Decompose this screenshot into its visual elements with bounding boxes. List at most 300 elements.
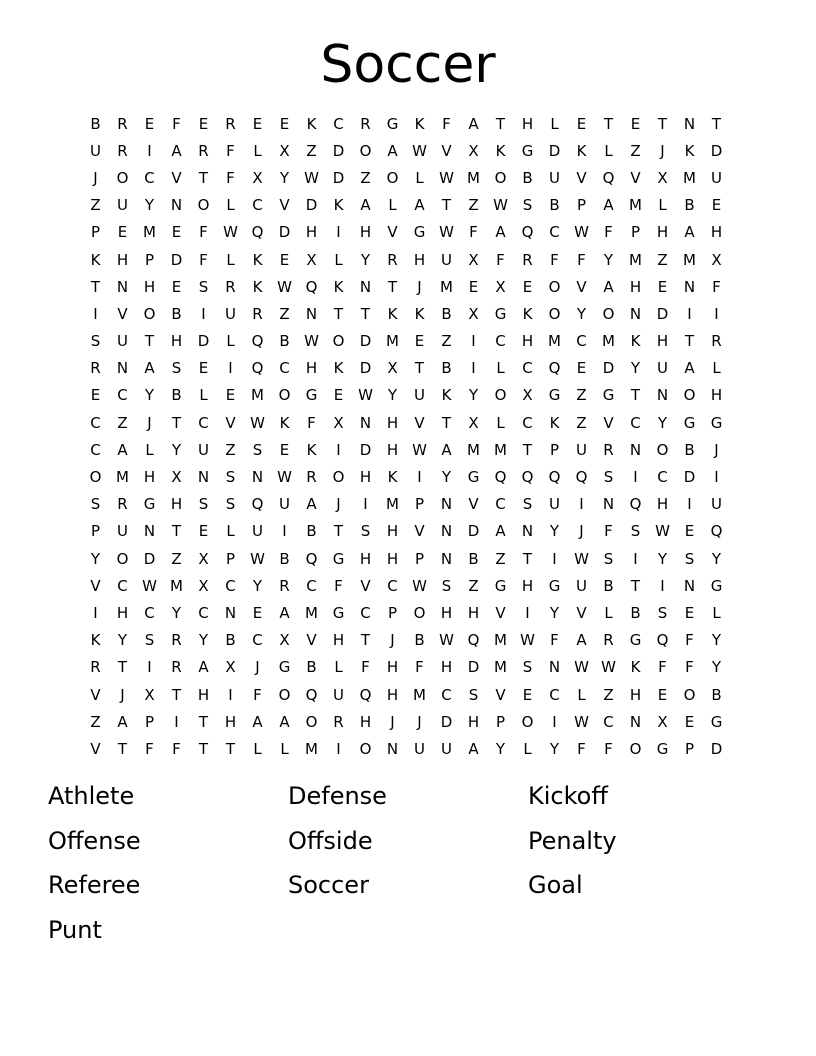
grid-letter: I <box>714 304 719 323</box>
grid-letter: L <box>496 359 505 378</box>
grid-letter: V <box>117 304 128 323</box>
grid-letter: G <box>710 576 723 595</box>
grid-letter: V <box>360 576 371 595</box>
grid-letter: G <box>305 386 318 405</box>
grid-letter: N <box>521 522 534 541</box>
grid-letter: N <box>251 468 264 487</box>
grid-letter: E <box>657 685 668 704</box>
grid-letter: Q <box>494 468 507 487</box>
grid-letter: H <box>359 549 372 568</box>
grid-letter: N <box>224 603 237 622</box>
grid-letter: O <box>548 304 561 323</box>
grid-letter: F <box>172 114 181 133</box>
grid-letter: N <box>359 413 372 432</box>
grid-letter: I <box>228 685 233 704</box>
grid-letter: W <box>412 576 427 595</box>
grid-letter: E <box>522 277 533 296</box>
grid-letter: Y <box>711 631 722 650</box>
grid-letter: T <box>522 440 533 459</box>
grid-letter: E <box>90 386 101 405</box>
grid-letter: V <box>225 413 236 432</box>
grid-letter: C <box>576 332 587 351</box>
grid-letter: F <box>415 658 424 677</box>
grid-letter: O <box>332 332 345 351</box>
grid-row <box>82 110 732 137</box>
grid-letter: V <box>90 685 101 704</box>
grid-row <box>82 572 732 599</box>
grid-letter: I <box>336 440 341 459</box>
grid-letter: I <box>417 468 422 487</box>
grid-letter: U <box>117 196 128 215</box>
grid-letter: O <box>629 739 642 758</box>
grid-letter: K <box>549 413 560 432</box>
grid-letter: E <box>252 114 263 133</box>
grid-row <box>82 273 732 300</box>
grid-letter: L <box>658 196 667 215</box>
grid-letter: Q <box>575 468 588 487</box>
grid-letter: C <box>117 576 128 595</box>
grid-letter: K <box>414 304 425 323</box>
grid-letter: S <box>144 631 155 650</box>
grid-letter: W <box>277 468 292 487</box>
grid-letter: X <box>387 359 398 378</box>
grid-letter: I <box>714 468 719 487</box>
grid-letter: U <box>198 440 209 459</box>
grid-letter: Y <box>441 468 452 487</box>
grid-row <box>82 436 732 463</box>
grid-letter: A <box>684 223 695 242</box>
grid-letter: W <box>520 631 535 650</box>
grid-letter: M <box>467 440 480 459</box>
grid-letter: U <box>117 522 128 541</box>
grid-letter: B <box>684 440 695 459</box>
grid-letter: F <box>172 739 181 758</box>
grid-letter: H <box>332 631 345 650</box>
grid-letter: C <box>549 223 560 242</box>
grid-letter: I <box>228 359 233 378</box>
grid-letter: V <box>414 522 425 541</box>
grid-letter: V <box>495 603 506 622</box>
grid-letter: E <box>171 277 182 296</box>
grid-letter: H <box>143 277 156 296</box>
grid-letter: L <box>280 739 289 758</box>
grid-letter: H <box>386 440 399 459</box>
grid-letter: W <box>223 223 238 242</box>
grid-letter: D <box>332 168 345 187</box>
grid-letter: T <box>360 631 371 650</box>
word-list-item: Goal <box>528 871 583 899</box>
grid-letter: B <box>279 332 290 351</box>
grid-letter: B <box>414 631 425 650</box>
grid-letter: H <box>197 685 210 704</box>
grid-letter: D <box>305 196 318 215</box>
grid-letter: T <box>630 386 641 405</box>
word-list-item: Offense <box>48 826 141 855</box>
grid-letter: H <box>710 386 723 405</box>
grid-letter: H <box>305 359 318 378</box>
grid-letter: M <box>629 196 642 215</box>
grid-letter: E <box>684 712 695 731</box>
grid-letter: F <box>604 522 613 541</box>
grid-letter: B <box>603 576 614 595</box>
grid-letter: A <box>144 359 155 378</box>
grid-letter: D <box>278 223 291 242</box>
grid-letter: N <box>440 495 453 514</box>
grid-letter: R <box>117 114 128 133</box>
grid-letter: M <box>494 440 507 459</box>
grid-letter: A <box>576 631 587 650</box>
grid-letter: R <box>90 658 101 677</box>
grid-letter: A <box>603 277 614 296</box>
grid-letter: P <box>684 739 695 758</box>
grid-letter: R <box>171 658 182 677</box>
grid-letter: M <box>116 468 129 487</box>
grid-letter: I <box>93 603 98 622</box>
grid-letter: Y <box>90 549 101 568</box>
grid-letter: K <box>684 141 695 160</box>
grid-letter: C <box>522 359 533 378</box>
grid-letter: D <box>602 359 615 378</box>
grid-letter: R <box>198 141 209 160</box>
grid-letter: H <box>521 576 534 595</box>
grid-letter: H <box>170 332 183 351</box>
grid-letter: H <box>359 223 372 242</box>
grid-letter: X <box>522 386 533 405</box>
grid-letter: Y <box>252 576 263 595</box>
grid-letter: H <box>386 658 399 677</box>
grid-letter: S <box>90 495 101 514</box>
grid-letter: T <box>117 658 128 677</box>
grid-letter: U <box>117 332 128 351</box>
grid-letter: M <box>629 250 642 269</box>
grid-letter: T <box>225 739 236 758</box>
grid-letter: E <box>522 685 533 704</box>
grid-letter: N <box>440 522 453 541</box>
word-list-item: Athlete <box>48 782 135 810</box>
grid-letter: Y <box>549 739 560 758</box>
grid-letter: L <box>523 739 532 758</box>
grid-letter: V <box>468 495 479 514</box>
grid-letter: I <box>552 712 557 731</box>
grid-letter: A <box>495 223 506 242</box>
grid-letter: J <box>255 658 260 677</box>
grid-letter: A <box>468 114 479 133</box>
grid-letter: S <box>171 359 182 378</box>
grid-letter: D <box>143 549 156 568</box>
grid-letter: Q <box>629 495 642 514</box>
grid-letter: K <box>252 277 263 296</box>
grid-letter: E <box>279 114 290 133</box>
grid-letter: T <box>711 114 722 133</box>
grid-letter: Q <box>305 277 318 296</box>
grid-letter: L <box>604 141 613 160</box>
grid-letter: O <box>116 549 129 568</box>
grid-letter: A <box>603 196 614 215</box>
grid-letter: Q <box>305 685 318 704</box>
grid-letter: F <box>199 223 208 242</box>
grid-row <box>82 654 732 681</box>
grid-letter: G <box>143 495 156 514</box>
grid-letter: C <box>549 685 560 704</box>
grid-letter: W <box>574 223 589 242</box>
grid-letter: F <box>604 739 613 758</box>
grid-letter: H <box>386 522 399 541</box>
grid-letter: M <box>683 168 696 187</box>
grid-letter: H <box>467 712 480 731</box>
grid-letter: T <box>144 332 155 351</box>
grid-letter: I <box>201 304 206 323</box>
grid-letter: I <box>471 332 476 351</box>
grid-letter: Y <box>171 440 182 459</box>
grid-letter: E <box>630 114 641 133</box>
grid-letter: I <box>471 359 476 378</box>
grid-letter: Y <box>657 413 668 432</box>
grid-letter: A <box>279 712 290 731</box>
grid-letter: T <box>387 277 398 296</box>
grid-letter: G <box>386 114 399 133</box>
grid-letter: A <box>279 603 290 622</box>
grid-letter: W <box>412 141 427 160</box>
grid-letter: O <box>359 141 372 160</box>
grid-row <box>82 137 732 164</box>
grid-letter: H <box>386 685 399 704</box>
grid-letter: V <box>630 168 641 187</box>
grid-letter: S <box>468 685 479 704</box>
grid-letter: M <box>494 631 507 650</box>
grid-row <box>82 491 732 518</box>
grid-letter: A <box>360 196 371 215</box>
grid-letter: X <box>468 413 479 432</box>
grid-letter: B <box>441 359 452 378</box>
grid-letter: S <box>522 196 533 215</box>
grid-letter: E <box>711 196 722 215</box>
grid-letter: D <box>656 304 669 323</box>
grid-letter: Z <box>117 413 128 432</box>
grid-letter: I <box>687 495 692 514</box>
grid-letter: A <box>468 739 479 758</box>
grid-letter: G <box>710 413 723 432</box>
grid-letter: E <box>576 114 587 133</box>
grid-letter: B <box>171 304 182 323</box>
grid-letter: Q <box>251 359 264 378</box>
grid-letter: K <box>387 304 398 323</box>
grid-letter: X <box>468 141 479 160</box>
grid-letter: P <box>90 522 101 541</box>
grid-letter: X <box>144 685 155 704</box>
grid-letter: O <box>602 304 615 323</box>
grid-letter: W <box>358 386 373 405</box>
word-search-grid <box>82 110 732 763</box>
grid-letter: O <box>359 739 372 758</box>
grid-row <box>82 355 732 382</box>
grid-letter: H <box>521 332 534 351</box>
grid-letter: C <box>90 440 101 459</box>
grid-letter: A <box>387 141 398 160</box>
grid-letter: F <box>658 658 667 677</box>
grid-letter: Q <box>251 223 264 242</box>
grid-letter: J <box>579 522 584 541</box>
grid-letter: N <box>386 739 399 758</box>
grid-letter: Q <box>251 332 264 351</box>
grid-letter: G <box>683 413 696 432</box>
grid-letter: R <box>117 141 128 160</box>
grid-letter: X <box>495 277 506 296</box>
grid-letter: H <box>710 223 723 242</box>
grid-letter: U <box>90 141 101 160</box>
grid-letter: M <box>440 277 453 296</box>
grid-letter: D <box>548 141 561 160</box>
grid-letter: E <box>684 522 695 541</box>
grid-letter: G <box>467 468 480 487</box>
grid-letter: S <box>252 440 263 459</box>
grid-letter: U <box>279 495 290 514</box>
grid-row <box>82 545 732 572</box>
grid-letter: H <box>656 332 669 351</box>
grid-letter: S <box>225 495 236 514</box>
grid-letter: H <box>629 277 642 296</box>
page-title: Soccer <box>320 35 496 95</box>
grid-letter: X <box>279 141 290 160</box>
grid-letter: Z <box>630 141 641 160</box>
grid-letter: Z <box>306 141 317 160</box>
grid-letter: S <box>603 468 614 487</box>
grid-letter: Y <box>657 549 668 568</box>
grid-row <box>82 708 732 735</box>
grid-letter: X <box>306 250 317 269</box>
grid-letter: B <box>522 168 533 187</box>
grid-letter: K <box>333 277 344 296</box>
grid-letter: F <box>469 223 478 242</box>
grid-letter: C <box>90 413 101 432</box>
grid-row <box>82 192 732 219</box>
grid-letter: G <box>332 549 345 568</box>
grid-letter: L <box>145 440 154 459</box>
grid-letter: K <box>495 141 506 160</box>
grid-letter: O <box>197 196 210 215</box>
grid-letter: O <box>116 168 129 187</box>
grid-letter: S <box>522 658 533 677</box>
grid-letter: W <box>412 440 427 459</box>
grid-letter: J <box>390 631 395 650</box>
grid-letter: R <box>279 576 290 595</box>
grid-letter: E <box>144 114 155 133</box>
grid-letter: U <box>252 522 263 541</box>
grid-letter: I <box>525 603 530 622</box>
grid-letter: Y <box>144 386 155 405</box>
grid-letter: T <box>117 739 128 758</box>
grid-letter: R <box>603 631 614 650</box>
grid-letter: E <box>333 386 344 405</box>
grid-letter: P <box>90 223 101 242</box>
grid-letter: W <box>601 658 616 677</box>
grid-row <box>82 328 732 355</box>
grid-row <box>82 681 732 708</box>
grid-letter: D <box>359 332 372 351</box>
grid-letter: M <box>413 685 426 704</box>
grid-letter: C <box>198 603 209 622</box>
grid-letter: P <box>144 712 155 731</box>
grid-letter: V <box>414 413 425 432</box>
word-list-item: Punt <box>48 915 102 944</box>
grid-letter: W <box>439 631 454 650</box>
grid-letter: J <box>660 141 665 160</box>
grid-letter: L <box>496 413 505 432</box>
grid-letter: W <box>574 549 589 568</box>
grid-letter: V <box>171 168 182 187</box>
grid-letter: C <box>495 495 506 514</box>
grid-row <box>82 219 732 246</box>
grid-letter: D <box>467 658 480 677</box>
grid-letter: F <box>253 685 262 704</box>
grid-letter: S <box>684 549 695 568</box>
grid-letter: U <box>549 495 560 514</box>
grid-letter: R <box>333 712 344 731</box>
grid-letter: C <box>144 168 155 187</box>
grid-letter: P <box>144 250 155 269</box>
word-list-item: Penalty <box>528 826 617 855</box>
grid-letter: S <box>360 522 371 541</box>
grid-letter: B <box>549 196 560 215</box>
grid-letter: G <box>548 386 561 405</box>
grid-letter: D <box>332 141 345 160</box>
grid-letter: Y <box>630 359 641 378</box>
grid-letter: Q <box>548 359 561 378</box>
grid-letter: H <box>116 603 129 622</box>
grid-letter: N <box>683 576 696 595</box>
grid-letter: S <box>90 332 101 351</box>
grid-row <box>82 735 732 762</box>
grid-letter: Y <box>360 250 371 269</box>
grid-letter: Q <box>251 495 264 514</box>
grid-letter: X <box>657 712 668 731</box>
grid-letter: M <box>386 332 399 351</box>
grid-letter: D <box>197 332 210 351</box>
grid-letter: K <box>630 658 641 677</box>
grid-letter: I <box>660 576 665 595</box>
grid-letter: G <box>629 631 642 650</box>
grid-letter: H <box>224 712 237 731</box>
grid-letter: I <box>579 495 584 514</box>
grid-letter: E <box>576 359 587 378</box>
grid-letter: M <box>251 386 264 405</box>
grid-letter: B <box>306 522 317 541</box>
grid-row <box>82 300 732 327</box>
grid-letter: F <box>334 576 343 595</box>
grid-letter: B <box>711 685 722 704</box>
grid-letter: N <box>683 277 696 296</box>
grid-letter: A <box>414 196 425 215</box>
grid-letter: B <box>225 631 236 650</box>
grid-letter: E <box>252 603 263 622</box>
grid-letter: C <box>279 359 290 378</box>
grid-letter: G <box>521 141 534 160</box>
word-list-item: Kickoff <box>528 782 608 810</box>
grid-letter: S <box>657 603 668 622</box>
grid-letter: T <box>657 114 668 133</box>
grid-letter: U <box>576 440 587 459</box>
grid-letter: T <box>522 549 533 568</box>
grid-letter: J <box>714 440 719 459</box>
grid-letter: Q <box>710 522 723 541</box>
grid-letter: A <box>441 440 452 459</box>
grid-letter: P <box>549 440 560 459</box>
grid-letter: P <box>387 603 398 622</box>
grid-letter: H <box>656 223 669 242</box>
grid-letter: F <box>550 250 559 269</box>
grid-letter: K <box>441 386 452 405</box>
grid-letter: G <box>494 304 507 323</box>
grid-letter: H <box>629 685 642 704</box>
